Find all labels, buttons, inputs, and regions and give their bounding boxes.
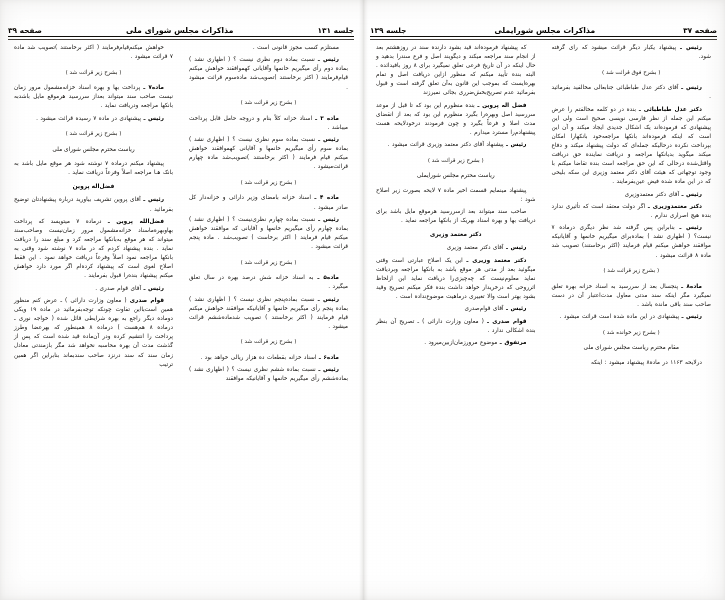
speech-text: به اسناد خزانه شش درصد بهره در سال تعلق میگیرد . [189,275,348,291]
speech-text: آقای دکتر معتمد وزیری [446,245,504,252]
speech-text: نسبت بماده ششم نظری نیست ؟ ( اظهاری نشد ) بماده‌ششم رأی میگیریم خانمها و آقایانیکه موافقند [189,367,348,383]
speech-text: آقای پروین تشریف بیاورید درباره پیشنهادتان توضیح بفرمائید . [14,197,173,213]
speech-text: پنجسال بعد از سررسید به اسناد خزانه بهره تعلق نمیگیرد مگر اینکه سند مدتی معاول مدت‌اعتبار آن در دست صاحب سند باقی مانده باشد . [551,283,711,308]
page-right [0,0,362,600]
speaker-label: فضل‌الله پروین ـ [107,218,164,225]
speech-paragraph [189,115,348,133]
speech-text: اگر دولت معتقد است که تأثیری ندارد بنده هیچ اصراری ندارم . [551,203,711,219]
speech-text: ( معاون وزارت دارائی ) ـ عرض کنم منظور همین است‌بااین تفاوت چونکه توجه‌بفرمائید در ماده ۱۹ ویکی دوماده دیگر راجع به بهره شرایطی قائل شده ( خواجه نوری ـ درماده ۸ هم‌هست ) درماده ۸ همینطور که بهرعضا وطرز پرداخت را انتشیم کرده ودر آن‌ماده قید شده است که پس از گذشت مدت آن بهره محاسبه نخواهد شد مگر بازمندتی معادل زمان سند که سند درنزد صاحب سندبماند بنابراین اگر همین ترتیب [14,297,173,368]
speaker-label: فضل اله پروین ـ [477,102,527,109]
speaker-label: رئیس ـ [318,367,339,374]
stage-direction: ( بشرح زیر قرائت شد ) [240,179,297,186]
signature-line: فضل‌اله پروین [72,184,115,191]
page-left [362,0,725,600]
speech-text: پیشنهاد یکبار دیگر قرائت میشود که رای گرفته شود. [551,45,711,61]
speech-paragraph [376,257,536,302]
speaker-label: ماده۷ ـ [143,85,164,92]
speech-paragraph [14,115,173,124]
speaker-label: رئیس ـ [681,191,702,198]
speaker-label: ماده ۴ ـ [314,195,339,202]
speech-paragraph [376,305,536,314]
session-number-right: جلسه ۱۳۱ [317,26,354,35]
speaker-label: قوام صدری ـ [486,318,527,325]
speaker-label: رئیس ـ [505,142,527,149]
speech-paragraph [552,203,712,221]
speech-paragraph [552,84,712,102]
speech-text: ( معاون وزارت دارائی ) ـ تصریح آن بنظر بنده اشکالی ندارد . [376,318,536,334]
speaker-label: رئیس ـ [317,57,339,64]
body-paragraph: پیشنهاد میکنم درماده ۷ نوشته شود هر موقع مایل باشد به بانک هـا مراجعه اصلاً وفرعاً دریافت نماید . [14,161,173,177]
session-number-left: جلسه ۱۳۹ [369,26,407,35]
page-number-right: صفحه ۳۹ [7,26,42,35]
publication-title-right: مذاکرات مجلس شورای ملی [125,26,234,35]
speech-text: اسناد خزانه بقطعات ده هزار ریالی خواهد بود . [200,354,317,361]
speech-text: درماده ۷ میتویسد که پرداخت بهاوبهره‌ماسناد خزانه‌مشمول مرور زمان‌نیست وصاحب‌سند میتواند که هر موقع به‌بانکها مراجعه کرد و مبلغ سند را دریافت نماید . بنده پیشنهاد کردم که در ماده ۷ نوشته شود وقتی به بانکها مراجعه نمود اصلاً وفرعاً دریافت خواهد نمود . این فقط اصلاح لغوی است که پیشنهاد کرده‌ام اگر مورد دارد خواهش میکنم پیشنهاد بنده‌را قبول بفرمایند . [14,218,173,280]
speaker-label: رئیس ـ [681,85,702,92]
speech-paragraph [189,274,348,292]
speech-paragraph [376,141,536,150]
speaker-label: ماده۸ ـ [681,283,702,290]
body-paragraph: خواهش میکنم‌قیام‌فرمایند ( اکثر برخاستند )تصویب شد ماده ۷ قرائت میشود . [14,45,173,61]
speech-text: پیشنهاد آقای دکتر معتمد وزیری قرائت میشود . [387,142,504,149]
publication-title-left: مذاکرات مجلس شورایملی [494,26,596,35]
speaker-label: رئیس ـ [318,216,339,223]
speech-paragraph [376,244,536,253]
speaker-label: رئیس ـ [505,306,527,313]
running-head-left-page [370,18,717,35]
header-rule-thin-left [370,39,717,40]
stage-direction: ( بشرح زیر قرائت شد ) [240,259,297,266]
address-line: ریاست محترم مجلس شورای ملی [52,146,135,153]
speech-text: اسناد خزانه بامضای وزیر دارائی و خزانه‌دار کل صادر میشود . [189,195,348,211]
speaker-label: رئیس ـ [318,137,339,144]
speech-text: آقای دکتر معتمدوزیری [624,191,680,198]
text-column-right-page-right [181,44,356,592]
text-column-right-page-left [6,44,181,592]
speech-paragraph [189,354,348,363]
stage-direction: ( بشرح زیر قرائت شد ) [65,69,122,76]
stage-direction: ( بشرح زیر قرائت شد ) [65,131,122,138]
body-paragraph: که پیشنهاد فرموده‌اند قید بشود دارنده سند در روزهشتم بعد از انجام سند مراجعه میکند و دیگویند اصل و فرع سندرا بدهید و حال اینکه در آن تاریخ فرعی تعلق نمیگیرد برای ۸ روز بافیدائده . البته بنده تأیید میکنم که منظور ازاین دریافت اصل و تمام بهره‌ایست که بموجب این قانون به‌آن تعلق گرفته است و قبول بفرمائید عدم تصریح‌بخش‌ضرری بجائی نمیرزند [376,45,536,97]
speech-text: موضوع مرورزمان‌ازبین‌میرود . [424,340,498,347]
speech-paragraph [552,191,712,200]
speech-paragraph [14,297,173,370]
speaker-label: رئیس ـ [505,245,527,252]
speech-paragraph [552,224,712,260]
speech-text: نسبت بماده دوم نظری نیست ؟ ( اظهاری نشد ) بماده دوم رأی میگیریم خانمها وآقایانی کهموافقند خواهش میکنم قیام‌فرمایند ( اکثر برخاستند )تصویب‌شد ماده‌سوم قرائت میشود . [189,57,348,91]
speech-text: پرداخت بها و بهره اسناد خزانه‌مشمول مرور زمان نیست صاحب سند میتواند بعداز سررسید هرموقع مایل باشدبه بانکها مراجعه ودریافت نماید . [14,85,173,110]
speaker-label: دکتر معتمدوزیری ـ [647,203,702,210]
speech-text: پیشنهادی در این ماده شده است قرائت میشود . [559,314,680,321]
speech-text: پیشنهادی در ماده ۷ رسیده قرائت میشود . [36,115,142,122]
stage-direction: ( بشرح زیر قرائت شد ) [603,268,660,275]
speaker-label: رئیس ـ [679,45,702,51]
stage-direction: ( بشرح فوق قرائت شد ) [602,69,661,76]
speaker-label: رئیس ـ [143,115,164,122]
speech-paragraph [14,84,173,111]
speaker-label: رئیس ـ [143,285,164,292]
body-paragraph: پیشنهاد مینمایم قسمت اخیر ماده ۷ لایحه بصورت زیر اصلاح شود : [376,187,536,203]
speaker-label: رئیس ـ [143,197,164,204]
speech-paragraph [189,216,348,252]
speech-paragraph [14,218,173,282]
column-container-right-page [6,44,356,592]
header-rule-thin-right [8,39,354,40]
speech-text: آقای قوام‌صدری [464,306,504,313]
speech-text: اسناد خزانه کلاً بنام و دروجه حامل قابل پرداخت میباشد . [189,115,348,131]
address-line: مقام محترم ریاست مجلس شورای ملی [583,345,680,352]
running-head-right-page [8,18,354,35]
speaker-label: مرتفوق ـ [499,340,527,347]
speech-paragraph [14,196,173,214]
speech-paragraph [552,313,712,322]
speech-paragraph [376,318,536,336]
page-number-left: صفحه ۳۷ [683,26,717,35]
column-container-left-page [368,44,719,592]
signature-line: دکتر معتمد وزیری [429,232,482,239]
header-rule-left [370,36,717,37]
speech-paragraph [552,44,712,62]
speech-text: این یک اصلاح عبارتی است وقتی میگوئید بعد از مدتی هر موقع باشد به بانکها مراجعه وبردیافت نماید معلوم‌نیست که چه‌چیزی‌را دریافت نماید این ازلحاظ اثرروحی که درخریدار خواهد داشت بنده فکر میکنم تصریح وقید بشود بهتر است والا تغییری درماهیت موضوع‌نداده است . [376,257,536,301]
speaker-label: رئیس ـ [679,225,702,232]
address-line: ریاست محترم مجلس شورایملی [416,173,495,180]
stage-direction: ( بشرح زیر قرائت شد ) [240,100,297,107]
speech-text: بنده منظورم این بود که تا قبل از موعد سررسید اصل وبهره‌را بگیرد منظورم این بود که بعد از انقضای مدت اصلا و فرعاً بگیرد و چون فرمودند درخودلایحه هست پیشنهادم‌را مسترد میدارم . [376,102,536,137]
speech-text: آقای دکتر عدل طباطبائی جنابعالی مخالفید بفرمائید . [551,85,711,101]
speech-paragraph [552,106,712,188]
body-paragraph: صاحب سند میتواند بعد ازسررسید هرموقع مایل باشد برای دریافت بها و بهره اسناد بهریک از بانکها مراجعه نماید . [376,209,536,225]
body-paragraph: مستلزم کسب مجوز قانونی است . [252,45,339,51]
speech-paragraph [189,296,348,332]
speech-paragraph [189,136,348,172]
speech-paragraph [189,56,348,92]
header-rule-right [8,36,354,37]
body-paragraph: درلایحه ۱۱۶۳ در ماده‌۸ پیشنهاد میشود : اینکه [591,359,702,366]
speech-paragraph [189,366,348,384]
speaker-label: رئیس ـ [681,314,702,321]
stage-direction: ( بشرح زیر خوانده شد ) [602,329,660,336]
speech-paragraph [376,102,536,138]
speaker-label: ماده۵ ـ [317,275,339,282]
speech-paragraph [189,194,348,212]
speech-text: بنده در دو کلمه مخالفتم را عرض میکنم این جمله از نظر فارسی نویسی صحیح است ولی این پیشنهادی که فرموده‌اند یک اشکال جدیدی ایجاد میکند و آن این است که اینکه فرموده‌اند بانکها مراجعه‌خود بانکهارا امکان بپرداخت نکرده درحالیکه جمله‌ای که دولت پیشنهاد میکند و دفاع میکند میگوید بدیانکها مراجعه و دریافت نماینده حق دریافت واقتل‌شده درحالی که این حق مراجعه است بنده تقاضا میکنم با وجود توجهاتی که هیئت آقای دکتر معتمد وزیری این سکه بلیحی که در این ماده شده فیض عین‌بفرمایند . [551,106,711,186]
speaker-label: ماده ۳ ـ [315,115,339,122]
speaker-label: ماده۶ ـ [318,354,339,361]
speech-text: آقای قوام صدری . [95,285,142,292]
speech-text: نسبت بماده چهارم نظری‌نیست ؟ ( اظهاری نشد ) بماده چهارم رأی میگیریم خانمها و آقایانی که موافقند خواهش میکنم قیام فرمایند ( اکثر برخاست ) تصویب‌شد . ماده پنجم قرائت میشود . [189,216,348,251]
speaker-label: رئیس ـ [317,296,340,303]
stage-direction: ( بشرح زیر قرائت شد ) [427,157,484,164]
speech-text: نسبت بماده‌پنجم نظری نیست ؟ ( اظهاری نشد ) بماده پنجم رأی میگیریم خانمها و آقایانیکه موافقند خواهش میکنم قیام فرمایند ( اکثر برخاستند ) تصویب شدماده‌ششم قرائت میشود . [189,296,348,330]
speaker-label: دکتر معتمد وزیری ـ [466,257,527,264]
speech-text: بنابراین پس گرفته شد نظر دیگری درماده ۷ نیست؟ ( اظهاری نشد ) بماده‌برای میگیریم خانمها و آقایانیکه موافقند خواهش میکنم قیام فرمایند (اکثر برخاستند) تصویب شد ماده ۸ قرائت میشود . [551,225,711,259]
speech-paragraph [14,285,173,294]
stage-direction: ( بشرح زیر قرائت شد ) [240,339,297,346]
speech-paragraph [552,283,712,310]
speech-text: نسبت بماده سوم نظری نیست ؟ ( اظهاری نشد ) بماده سوم رأی میگیریم خانمها و آقایانی کهموافقند خواهش میکنم قیام فرمایند ( اکثر برخاستند )تصویب‌شد ماده چهارم قرائت‌میشود . [189,137,348,171]
speaker-label: دکتر عدل طباطبائی ـ [638,106,702,113]
speaker-label: قوام صدری [129,297,164,304]
text-column-left-page-left [368,44,544,592]
speech-paragraph [376,339,536,348]
text-column-left-page-right [544,44,720,592]
